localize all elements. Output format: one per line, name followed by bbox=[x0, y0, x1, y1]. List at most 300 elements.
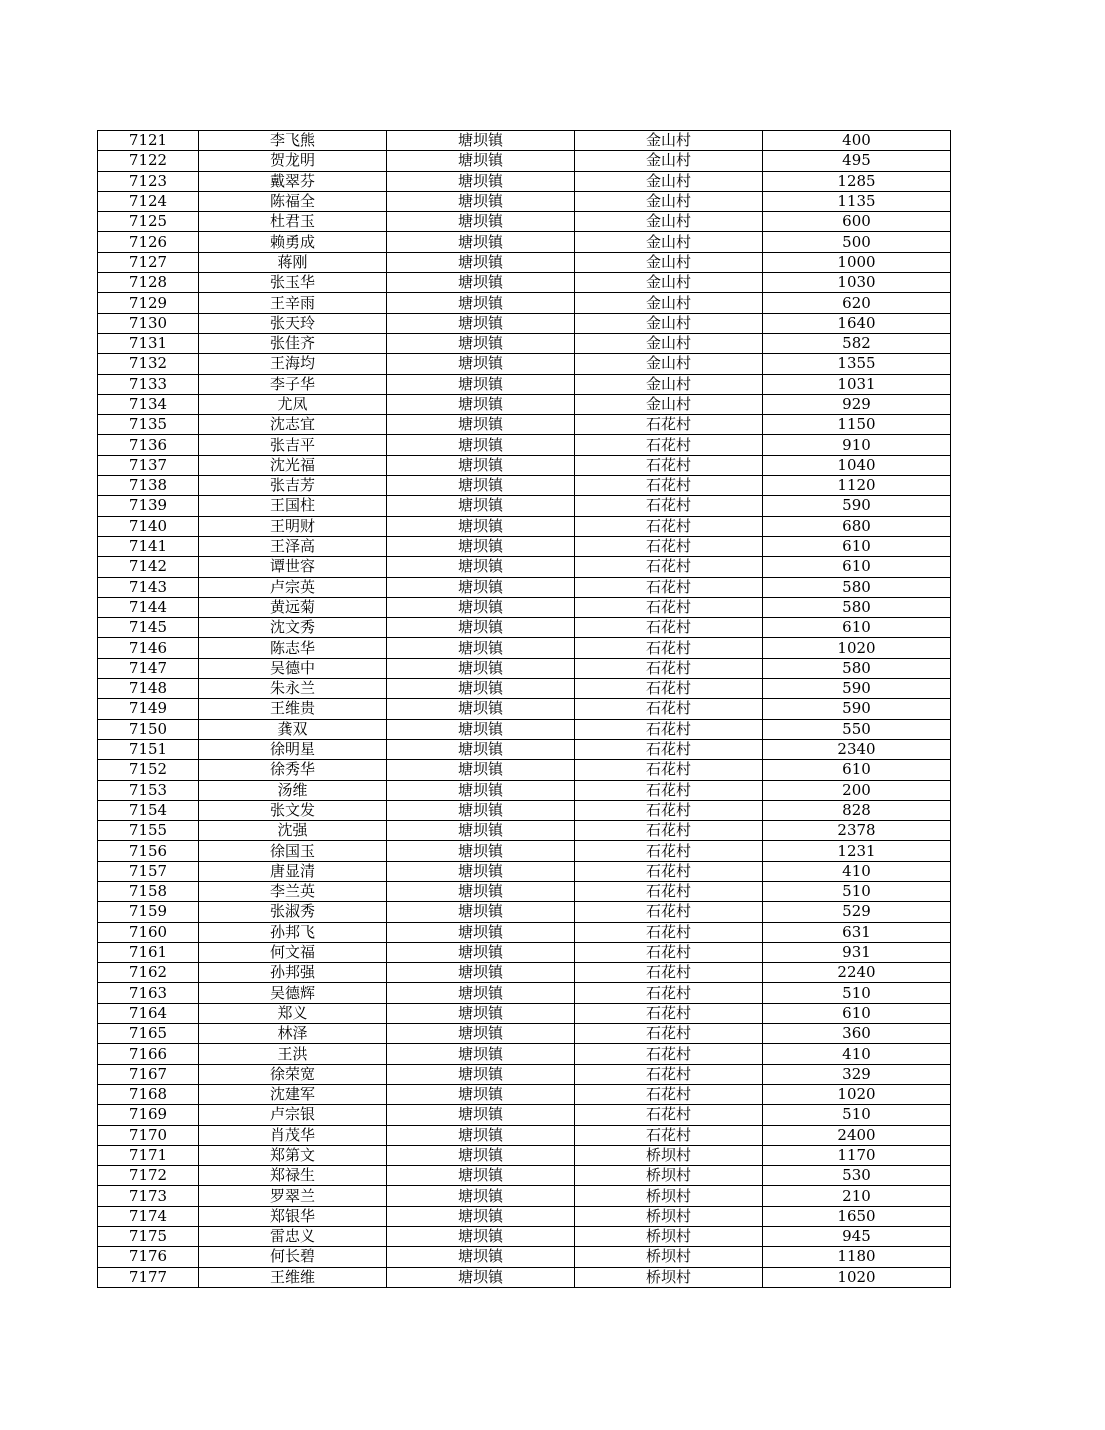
name-cell: 林泽 bbox=[199, 1024, 387, 1044]
village-cell: 金山村 bbox=[575, 313, 763, 333]
table-row bbox=[98, 658, 951, 678]
row-number-cell: 7132 bbox=[98, 354, 199, 374]
amount-cell: 680 bbox=[763, 516, 951, 536]
town-cell: 塘坝镇 bbox=[387, 435, 575, 455]
table-row bbox=[98, 861, 951, 881]
row-number-cell: 7133 bbox=[98, 374, 199, 394]
village-cell: 桥坝村 bbox=[575, 1186, 763, 1206]
table-row bbox=[98, 516, 951, 536]
town-cell: 塘坝镇 bbox=[387, 699, 575, 719]
name-cell: 黄远菊 bbox=[199, 597, 387, 617]
amount-cell: 400 bbox=[763, 131, 951, 151]
table-row bbox=[98, 618, 951, 638]
town-cell: 塘坝镇 bbox=[387, 455, 575, 475]
village-cell: 石花村 bbox=[575, 942, 763, 962]
town-cell: 塘坝镇 bbox=[387, 1125, 575, 1145]
town-cell: 塘坝镇 bbox=[387, 293, 575, 313]
table-row bbox=[98, 212, 951, 232]
table-row bbox=[98, 1186, 951, 1206]
village-cell: 石花村 bbox=[575, 1064, 763, 1084]
amount-cell: 1150 bbox=[763, 415, 951, 435]
row-number-cell: 7152 bbox=[98, 760, 199, 780]
row-number-cell: 7138 bbox=[98, 476, 199, 496]
row-number-cell: 7164 bbox=[98, 1003, 199, 1023]
amount-cell: 1650 bbox=[763, 1206, 951, 1226]
row-number-cell: 7154 bbox=[98, 800, 199, 820]
row-number-cell: 7175 bbox=[98, 1227, 199, 1247]
town-cell: 塘坝镇 bbox=[387, 536, 575, 556]
amount-cell: 929 bbox=[763, 394, 951, 414]
row-number-cell: 7137 bbox=[98, 455, 199, 475]
row-number-cell: 7131 bbox=[98, 333, 199, 353]
village-cell: 金山村 bbox=[575, 212, 763, 232]
table-row bbox=[98, 1227, 951, 1247]
table-row bbox=[98, 455, 951, 475]
village-cell: 金山村 bbox=[575, 252, 763, 272]
village-cell: 石花村 bbox=[575, 1084, 763, 1104]
table-row bbox=[98, 760, 951, 780]
table-row bbox=[98, 131, 951, 151]
table-row bbox=[98, 1105, 951, 1125]
row-number-cell: 7171 bbox=[98, 1145, 199, 1165]
town-cell: 塘坝镇 bbox=[387, 232, 575, 252]
name-cell: 张天玲 bbox=[199, 313, 387, 333]
amount-cell: 582 bbox=[763, 333, 951, 353]
village-cell: 石花村 bbox=[575, 435, 763, 455]
name-cell: 赖勇成 bbox=[199, 232, 387, 252]
table-row bbox=[98, 333, 951, 353]
town-cell: 塘坝镇 bbox=[387, 212, 575, 232]
village-cell: 石花村 bbox=[575, 881, 763, 901]
town-cell: 塘坝镇 bbox=[387, 881, 575, 901]
name-cell: 徐明星 bbox=[199, 739, 387, 759]
row-number-cell: 7155 bbox=[98, 821, 199, 841]
amount-cell: 1031 bbox=[763, 374, 951, 394]
amount-cell: 631 bbox=[763, 922, 951, 942]
name-cell: 孙邦强 bbox=[199, 963, 387, 983]
name-cell: 何文福 bbox=[199, 942, 387, 962]
name-cell: 郑义 bbox=[199, 1003, 387, 1023]
name-cell: 李子华 bbox=[199, 374, 387, 394]
table-row bbox=[98, 597, 951, 617]
village-cell: 金山村 bbox=[575, 394, 763, 414]
name-cell: 张玉华 bbox=[199, 273, 387, 293]
name-cell: 贺龙明 bbox=[199, 151, 387, 171]
town-cell: 塘坝镇 bbox=[387, 780, 575, 800]
amount-cell: 1120 bbox=[763, 476, 951, 496]
table-row bbox=[98, 1084, 951, 1104]
row-number-cell: 7149 bbox=[98, 699, 199, 719]
row-number-cell: 7166 bbox=[98, 1044, 199, 1064]
row-number-cell: 7147 bbox=[98, 658, 199, 678]
town-cell: 塘坝镇 bbox=[387, 333, 575, 353]
table-row bbox=[98, 800, 951, 820]
name-cell: 沈建军 bbox=[199, 1084, 387, 1104]
town-cell: 塘坝镇 bbox=[387, 1105, 575, 1125]
amount-cell: 580 bbox=[763, 577, 951, 597]
town-cell: 塘坝镇 bbox=[387, 942, 575, 962]
name-cell: 唐显清 bbox=[199, 861, 387, 881]
town-cell: 塘坝镇 bbox=[387, 1024, 575, 1044]
name-cell: 杜君玉 bbox=[199, 212, 387, 232]
amount-cell: 550 bbox=[763, 719, 951, 739]
table-row bbox=[98, 739, 951, 759]
village-cell: 石花村 bbox=[575, 902, 763, 922]
amount-cell: 2340 bbox=[763, 739, 951, 759]
village-cell: 石花村 bbox=[575, 699, 763, 719]
amount-cell: 590 bbox=[763, 679, 951, 699]
village-cell: 石花村 bbox=[575, 1105, 763, 1125]
amount-cell: 2378 bbox=[763, 821, 951, 841]
amount-cell: 610 bbox=[763, 760, 951, 780]
name-cell: 张淑秀 bbox=[199, 902, 387, 922]
row-number-cell: 7125 bbox=[98, 212, 199, 232]
row-number-cell: 7168 bbox=[98, 1084, 199, 1104]
table-row bbox=[98, 902, 951, 922]
table-row bbox=[98, 1247, 951, 1267]
amount-cell: 1020 bbox=[763, 638, 951, 658]
row-number-cell: 7145 bbox=[98, 618, 199, 638]
village-cell: 石花村 bbox=[575, 658, 763, 678]
town-cell: 塘坝镇 bbox=[387, 394, 575, 414]
name-cell: 张吉平 bbox=[199, 435, 387, 455]
amount-cell: 1135 bbox=[763, 191, 951, 211]
table-row bbox=[98, 922, 951, 942]
village-cell: 石花村 bbox=[575, 922, 763, 942]
table-row bbox=[98, 496, 951, 516]
name-cell: 戴翠芬 bbox=[199, 171, 387, 191]
row-number-cell: 7169 bbox=[98, 1105, 199, 1125]
village-cell: 金山村 bbox=[575, 354, 763, 374]
table-row bbox=[98, 171, 951, 191]
amount-cell: 1040 bbox=[763, 455, 951, 475]
village-cell: 石花村 bbox=[575, 557, 763, 577]
village-cell: 桥坝村 bbox=[575, 1166, 763, 1186]
town-cell: 塘坝镇 bbox=[387, 1206, 575, 1226]
row-number-cell: 7143 bbox=[98, 577, 199, 597]
name-cell: 蒋刚 bbox=[199, 252, 387, 272]
amount-cell: 1020 bbox=[763, 1267, 951, 1287]
town-cell: 塘坝镇 bbox=[387, 618, 575, 638]
village-cell: 金山村 bbox=[575, 131, 763, 151]
village-cell: 石花村 bbox=[575, 1044, 763, 1064]
village-cell: 金山村 bbox=[575, 151, 763, 171]
name-cell: 汤维 bbox=[199, 780, 387, 800]
row-number-cell: 7134 bbox=[98, 394, 199, 414]
table-row bbox=[98, 415, 951, 435]
row-number-cell: 7156 bbox=[98, 841, 199, 861]
village-cell: 石花村 bbox=[575, 496, 763, 516]
town-cell: 塘坝镇 bbox=[387, 131, 575, 151]
name-cell: 王泽高 bbox=[199, 536, 387, 556]
row-number-cell: 7127 bbox=[98, 252, 199, 272]
village-cell: 石花村 bbox=[575, 800, 763, 820]
town-cell: 塘坝镇 bbox=[387, 496, 575, 516]
amount-cell: 529 bbox=[763, 902, 951, 922]
table-row bbox=[98, 476, 951, 496]
town-cell: 塘坝镇 bbox=[387, 557, 575, 577]
row-number-cell: 7153 bbox=[98, 780, 199, 800]
table-row bbox=[98, 191, 951, 211]
row-number-cell: 7135 bbox=[98, 415, 199, 435]
row-number-cell: 7142 bbox=[98, 557, 199, 577]
table-row bbox=[98, 313, 951, 333]
town-cell: 塘坝镇 bbox=[387, 252, 575, 272]
town-cell: 塘坝镇 bbox=[387, 1186, 575, 1206]
name-cell: 吴德辉 bbox=[199, 983, 387, 1003]
village-cell: 桥坝村 bbox=[575, 1145, 763, 1165]
village-cell: 石花村 bbox=[575, 1024, 763, 1044]
amount-cell: 1000 bbox=[763, 252, 951, 272]
table-row bbox=[98, 232, 951, 252]
table-row bbox=[98, 1125, 951, 1145]
town-cell: 塘坝镇 bbox=[387, 963, 575, 983]
amount-cell: 1170 bbox=[763, 1145, 951, 1165]
name-cell: 郑银华 bbox=[199, 1206, 387, 1226]
name-cell: 孙邦飞 bbox=[199, 922, 387, 942]
name-cell: 王海均 bbox=[199, 354, 387, 374]
village-cell: 石花村 bbox=[575, 739, 763, 759]
town-cell: 塘坝镇 bbox=[387, 922, 575, 942]
row-number-cell: 7165 bbox=[98, 1024, 199, 1044]
amount-cell: 510 bbox=[763, 881, 951, 901]
town-cell: 塘坝镇 bbox=[387, 841, 575, 861]
amount-cell: 931 bbox=[763, 942, 951, 962]
amount-cell: 200 bbox=[763, 780, 951, 800]
town-cell: 塘坝镇 bbox=[387, 739, 575, 759]
name-cell: 龚双 bbox=[199, 719, 387, 739]
row-number-cell: 7174 bbox=[98, 1206, 199, 1226]
amount-cell: 510 bbox=[763, 1105, 951, 1125]
village-cell: 石花村 bbox=[575, 841, 763, 861]
table-row bbox=[98, 435, 951, 455]
table-row bbox=[98, 841, 951, 861]
village-cell: 石花村 bbox=[575, 963, 763, 983]
table-row bbox=[98, 536, 951, 556]
table-row bbox=[98, 293, 951, 313]
row-number-cell: 7144 bbox=[98, 597, 199, 617]
table-row bbox=[98, 252, 951, 272]
village-cell: 石花村 bbox=[575, 1125, 763, 1145]
name-cell: 王维维 bbox=[199, 1267, 387, 1287]
village-cell: 桥坝村 bbox=[575, 1206, 763, 1226]
table-row bbox=[98, 1044, 951, 1064]
row-number-cell: 7151 bbox=[98, 739, 199, 759]
town-cell: 塘坝镇 bbox=[387, 658, 575, 678]
town-cell: 塘坝镇 bbox=[387, 1247, 575, 1267]
name-cell: 徐国玉 bbox=[199, 841, 387, 861]
name-cell: 朱永兰 bbox=[199, 679, 387, 699]
row-number-cell: 7121 bbox=[98, 131, 199, 151]
name-cell: 沈志宜 bbox=[199, 415, 387, 435]
name-cell: 沈光福 bbox=[199, 455, 387, 475]
name-cell: 徐荣宽 bbox=[199, 1064, 387, 1084]
village-cell: 石花村 bbox=[575, 577, 763, 597]
row-number-cell: 7160 bbox=[98, 922, 199, 942]
town-cell: 塘坝镇 bbox=[387, 679, 575, 699]
village-cell: 石花村 bbox=[575, 719, 763, 739]
name-cell: 张文发 bbox=[199, 800, 387, 820]
name-cell: 谭世容 bbox=[199, 557, 387, 577]
name-cell: 卢宗英 bbox=[199, 577, 387, 597]
name-cell: 王洪 bbox=[199, 1044, 387, 1064]
amount-cell: 610 bbox=[763, 618, 951, 638]
village-cell: 金山村 bbox=[575, 171, 763, 191]
amount-cell: 2240 bbox=[763, 963, 951, 983]
amount-cell: 600 bbox=[763, 212, 951, 232]
table-row bbox=[98, 942, 951, 962]
town-cell: 塘坝镇 bbox=[387, 476, 575, 496]
table-row bbox=[98, 780, 951, 800]
table-row bbox=[98, 394, 951, 414]
name-cell: 陈志华 bbox=[199, 638, 387, 658]
name-cell: 张佳齐 bbox=[199, 333, 387, 353]
village-cell: 石花村 bbox=[575, 679, 763, 699]
name-cell: 王明财 bbox=[199, 516, 387, 536]
row-number-cell: 7130 bbox=[98, 313, 199, 333]
row-number-cell: 7163 bbox=[98, 983, 199, 1003]
village-cell: 石花村 bbox=[575, 861, 763, 881]
amount-cell: 1231 bbox=[763, 841, 951, 861]
row-number-cell: 7172 bbox=[98, 1166, 199, 1186]
village-cell: 石花村 bbox=[575, 1003, 763, 1023]
table-row bbox=[98, 963, 951, 983]
amount-cell: 610 bbox=[763, 1003, 951, 1023]
name-cell: 徐秀华 bbox=[199, 760, 387, 780]
town-cell: 塘坝镇 bbox=[387, 902, 575, 922]
name-cell: 李兰英 bbox=[199, 881, 387, 901]
amount-cell: 1355 bbox=[763, 354, 951, 374]
name-cell: 王国柱 bbox=[199, 496, 387, 516]
table-row bbox=[98, 151, 951, 171]
row-number-cell: 7122 bbox=[98, 151, 199, 171]
row-number-cell: 7141 bbox=[98, 536, 199, 556]
amount-cell: 500 bbox=[763, 232, 951, 252]
table-row bbox=[98, 577, 951, 597]
amount-cell: 580 bbox=[763, 597, 951, 617]
village-cell: 石花村 bbox=[575, 983, 763, 1003]
table-row bbox=[98, 821, 951, 841]
amount-cell: 1180 bbox=[763, 1247, 951, 1267]
name-cell: 郑第文 bbox=[199, 1145, 387, 1165]
table-row bbox=[98, 1166, 951, 1186]
village-cell: 石花村 bbox=[575, 780, 763, 800]
name-cell: 罗翠兰 bbox=[199, 1186, 387, 1206]
data-table bbox=[97, 130, 951, 1288]
village-cell: 桥坝村 bbox=[575, 1267, 763, 1287]
amount-cell: 610 bbox=[763, 557, 951, 577]
row-number-cell: 7139 bbox=[98, 496, 199, 516]
town-cell: 塘坝镇 bbox=[387, 861, 575, 881]
table-row bbox=[98, 273, 951, 293]
town-cell: 塘坝镇 bbox=[387, 1267, 575, 1287]
village-cell: 桥坝村 bbox=[575, 1247, 763, 1267]
town-cell: 塘坝镇 bbox=[387, 1044, 575, 1064]
town-cell: 塘坝镇 bbox=[387, 516, 575, 536]
town-cell: 塘坝镇 bbox=[387, 151, 575, 171]
town-cell: 塘坝镇 bbox=[387, 1064, 575, 1084]
town-cell: 塘坝镇 bbox=[387, 719, 575, 739]
amount-cell: 1285 bbox=[763, 171, 951, 191]
village-cell: 石花村 bbox=[575, 516, 763, 536]
name-cell: 王维贵 bbox=[199, 699, 387, 719]
name-cell: 肖茂华 bbox=[199, 1125, 387, 1145]
town-cell: 塘坝镇 bbox=[387, 1003, 575, 1023]
village-cell: 石花村 bbox=[575, 536, 763, 556]
amount-cell: 828 bbox=[763, 800, 951, 820]
amount-cell: 360 bbox=[763, 1024, 951, 1044]
village-cell: 桥坝村 bbox=[575, 1227, 763, 1247]
name-cell: 陈福全 bbox=[199, 191, 387, 211]
table-row bbox=[98, 1064, 951, 1084]
amount-cell: 1640 bbox=[763, 313, 951, 333]
name-cell: 郑禄生 bbox=[199, 1166, 387, 1186]
town-cell: 塘坝镇 bbox=[387, 191, 575, 211]
amount-cell: 410 bbox=[763, 1044, 951, 1064]
row-number-cell: 7157 bbox=[98, 861, 199, 881]
town-cell: 塘坝镇 bbox=[387, 821, 575, 841]
town-cell: 塘坝镇 bbox=[387, 1166, 575, 1186]
name-cell: 沈强 bbox=[199, 821, 387, 841]
town-cell: 塘坝镇 bbox=[387, 313, 575, 333]
row-number-cell: 7128 bbox=[98, 273, 199, 293]
amount-cell: 590 bbox=[763, 496, 951, 516]
town-cell: 塘坝镇 bbox=[387, 1084, 575, 1104]
town-cell: 塘坝镇 bbox=[387, 597, 575, 617]
town-cell: 塘坝镇 bbox=[387, 354, 575, 374]
amount-cell: 1030 bbox=[763, 273, 951, 293]
town-cell: 塘坝镇 bbox=[387, 415, 575, 435]
village-cell: 金山村 bbox=[575, 374, 763, 394]
row-number-cell: 7167 bbox=[98, 1064, 199, 1084]
row-number-cell: 7148 bbox=[98, 679, 199, 699]
amount-cell: 610 bbox=[763, 536, 951, 556]
town-cell: 塘坝镇 bbox=[387, 638, 575, 658]
table-row bbox=[98, 699, 951, 719]
row-number-cell: 7176 bbox=[98, 1247, 199, 1267]
row-number-cell: 7140 bbox=[98, 516, 199, 536]
amount-cell: 910 bbox=[763, 435, 951, 455]
name-cell: 雷忠义 bbox=[199, 1227, 387, 1247]
town-cell: 塘坝镇 bbox=[387, 171, 575, 191]
village-cell: 石花村 bbox=[575, 821, 763, 841]
amount-cell: 2400 bbox=[763, 1125, 951, 1145]
village-cell: 石花村 bbox=[575, 455, 763, 475]
table-row bbox=[98, 1003, 951, 1023]
town-cell: 塘坝镇 bbox=[387, 374, 575, 394]
row-number-cell: 7159 bbox=[98, 902, 199, 922]
village-cell: 金山村 bbox=[575, 191, 763, 211]
amount-cell: 210 bbox=[763, 1186, 951, 1206]
village-cell: 金山村 bbox=[575, 293, 763, 313]
row-number-cell: 7158 bbox=[98, 881, 199, 901]
town-cell: 塘坝镇 bbox=[387, 983, 575, 1003]
name-cell: 沈文秀 bbox=[199, 618, 387, 638]
village-cell: 金山村 bbox=[575, 333, 763, 353]
name-cell: 张吉芳 bbox=[199, 476, 387, 496]
amount-cell: 530 bbox=[763, 1166, 951, 1186]
amount-cell: 510 bbox=[763, 983, 951, 1003]
amount-cell: 945 bbox=[763, 1227, 951, 1247]
table-row bbox=[98, 557, 951, 577]
town-cell: 塘坝镇 bbox=[387, 273, 575, 293]
amount-cell: 410 bbox=[763, 861, 951, 881]
village-cell: 金山村 bbox=[575, 232, 763, 252]
village-cell: 石花村 bbox=[575, 597, 763, 617]
name-cell: 何长碧 bbox=[199, 1247, 387, 1267]
name-cell: 王辛雨 bbox=[199, 293, 387, 313]
town-cell: 塘坝镇 bbox=[387, 800, 575, 820]
